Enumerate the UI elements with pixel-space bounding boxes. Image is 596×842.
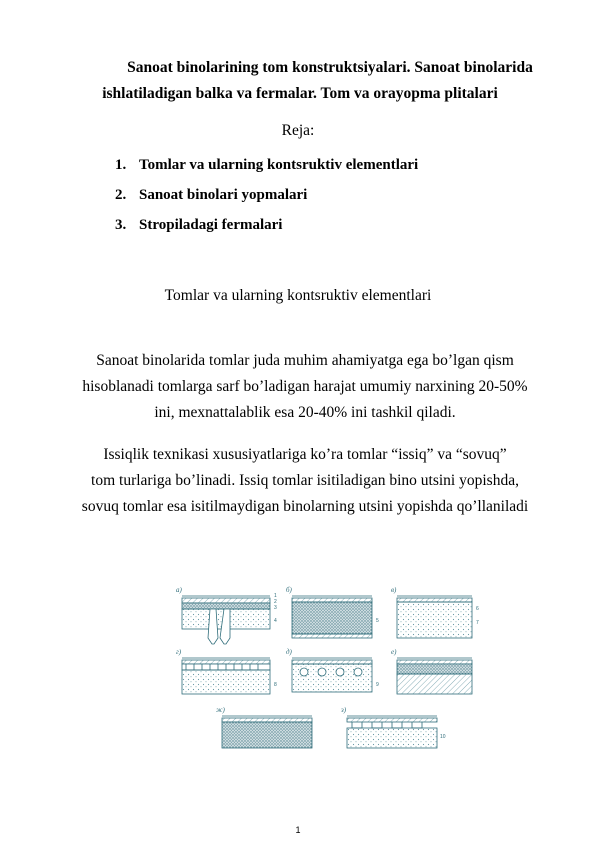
figure-panel-letter: д)	[286, 648, 292, 656]
plan-item	[115, 180, 418, 210]
plan-list	[115, 150, 418, 240]
figure-panel-g	[222, 716, 312, 748]
plan-item-text: Stropiladagi fermalari	[139, 217, 283, 233]
plan-item-number: 3.	[115, 217, 127, 233]
figure-panel-letter: б)	[286, 586, 292, 594]
page-number: 1	[295, 825, 301, 835]
figure-callout: 2	[274, 599, 277, 605]
figure-panel-b	[292, 596, 372, 638]
paragraph-line: tom turlariga bo’linadi. Issiq tomlar isitiladigan bino utsini yopishda,	[91, 472, 519, 489]
figure-panel-letter: е)	[391, 648, 397, 656]
figure-callout: 7	[476, 620, 479, 626]
figure-callout: 5	[376, 618, 379, 624]
figure-callout: 1	[274, 593, 277, 599]
paragraph-2	[70, 442, 540, 520]
figure-panel-a	[182, 596, 270, 644]
plan-item-text: Sanoat binolari yopmalari	[139, 187, 308, 203]
figure-callout: 9	[376, 682, 379, 688]
roof-construction-figure	[172, 578, 492, 754]
figure-panel-e	[292, 658, 372, 692]
figure-panel-letter: а)	[176, 586, 182, 594]
title-line-2: ishlatiladigan balka va fermalar. Tom va orayopma plitalari	[102, 85, 498, 102]
figure-panel-letter: г)	[176, 648, 182, 656]
title-line-1: Sanoat binolarining tom konstruktsiyalari. Sanoat binolarida	[127, 59, 533, 76]
figure-panel-letter: в)	[391, 586, 397, 594]
paragraph-line: Sanoat binolarida tomlar juda muhim ahamiyatga ega bo’lgan qism	[96, 352, 514, 369]
figure-panel-f	[397, 658, 472, 694]
figure-panel-letter: ж)	[216, 706, 225, 714]
section-heading: Tomlar va ularning kontsruktiv elementlari	[164, 287, 432, 304]
figure-panel-h	[347, 716, 437, 748]
plan-item	[115, 150, 418, 180]
paragraph-line: Issiqlik texnikasi xususiyatlariga ko’ra tomlar “issiq” va “sovuq”	[103, 446, 507, 463]
plan-item-number: 1.	[115, 157, 127, 173]
figure-callout: 3	[274, 605, 277, 611]
figure-callout: 10	[440, 734, 446, 740]
figure-callout: 6	[476, 606, 479, 612]
plan-label: Reja:	[281, 122, 315, 139]
figure-panel-letter: з)	[341, 706, 347, 714]
figure-callout: 4	[274, 618, 277, 624]
plan-item	[115, 210, 418, 240]
paragraph-line: sovuq tomlar esa isitilmaydigan binolarning utsini yopishda qo’llaniladi	[81, 498, 529, 515]
figure-panel-c	[397, 596, 472, 638]
figure-panel-d	[182, 658, 270, 694]
paragraph-line: ini, mexnattalablik esa 20-40% ini tashkil qiladi.	[154, 404, 456, 421]
plan-item-number: 2.	[115, 187, 127, 203]
figure-callout: 8	[274, 682, 277, 688]
paragraph-line: hisoblanadi tomlarga sarf bo’ladigan harajat umumiy narxining 20-50%	[82, 378, 528, 395]
paragraph-1	[70, 348, 540, 426]
plan-item-text: Tomlar va ularning kontsruktiv elementlari	[139, 157, 419, 173]
